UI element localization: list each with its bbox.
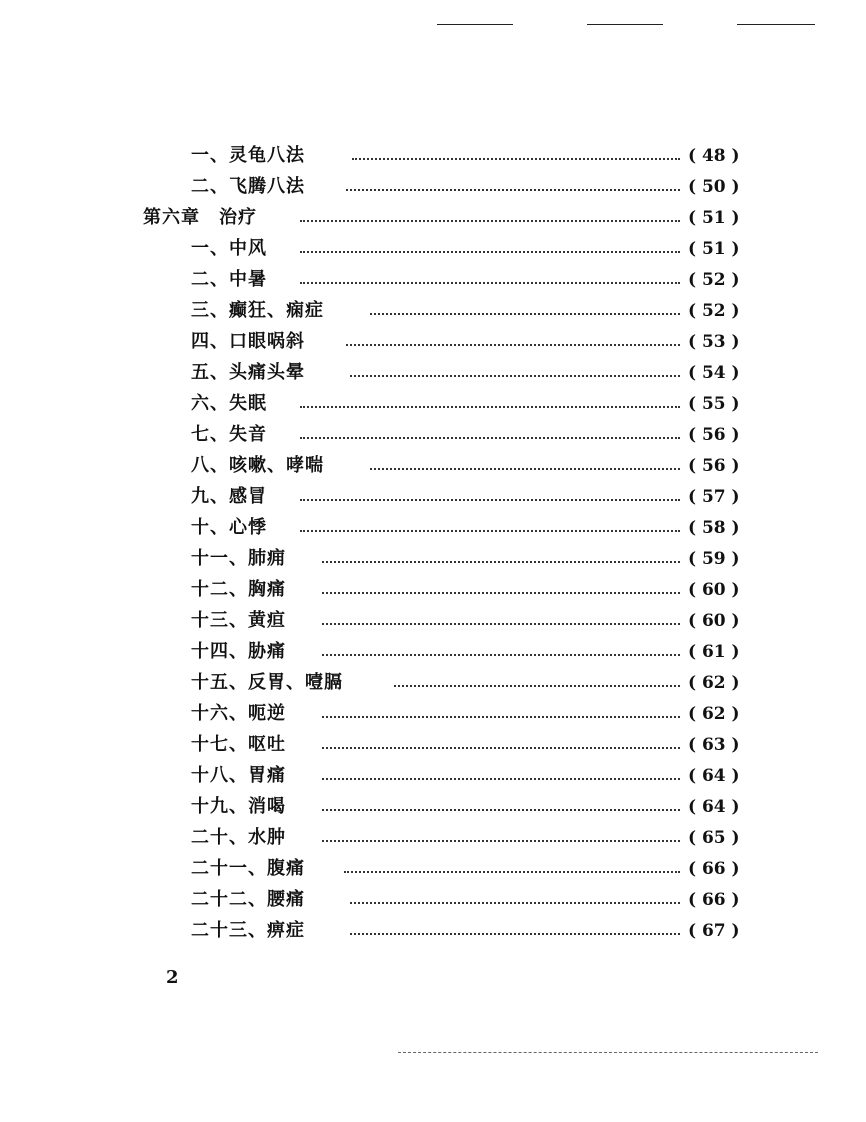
toc-entry-fu-tong — [0, 854, 866, 885]
toc-page-ref: ( 52 ) — [688, 270, 740, 290]
toc-entry-title: 二、飞腾八法 — [191, 176, 305, 197]
toc-dot-leader — [322, 747, 680, 749]
toc-entry-shi-mian — [0, 389, 866, 420]
toc-page-ref: ( 51 ) — [688, 239, 740, 259]
toc-dot-leader — [300, 251, 680, 253]
toc-entry-ou-tu — [0, 730, 866, 761]
toc-entry-title: 二十一、腹痛 — [191, 858, 305, 879]
toc-entry-title: 一、中风 — [191, 238, 267, 259]
toc-page-ref: ( 65 ) — [688, 828, 740, 848]
header-rule-left — [437, 24, 513, 25]
toc-entry-title: 十五、反胃、噎膈 — [191, 672, 343, 693]
page-number: 2 — [166, 967, 179, 988]
toc-entry-xie-tong — [0, 637, 866, 668]
toc-dot-leader — [322, 778, 680, 780]
toc-dot-leader — [370, 468, 680, 470]
toc-chapter-heading — [0, 203, 866, 234]
toc-page-ref: ( 58 ) — [688, 518, 740, 538]
toc-entry-title: 十八、胃痛 — [191, 765, 286, 786]
toc-page-ref: ( 64 ) — [688, 766, 740, 786]
toc-entry-title: 十二、胸痛 — [191, 579, 286, 600]
toc-dot-leader — [300, 530, 680, 532]
toc-dot-leader — [322, 623, 680, 625]
toc-entry-fei-teng-ba-fa — [0, 172, 866, 203]
toc-entry-title: 十六、呃逆 — [191, 703, 286, 724]
toc-entry-gan-mao — [0, 482, 866, 513]
toc-entry-wei-tong — [0, 761, 866, 792]
toc-entry-title: 二、中暑 — [191, 269, 267, 290]
toc-entry-title: 十七、呕吐 — [191, 734, 286, 755]
toc-dot-leader — [300, 220, 680, 222]
toc-entry-zhong-feng — [0, 234, 866, 265]
toc-entry-title: 十、心悸 — [191, 517, 267, 538]
toc-dot-leader — [322, 654, 680, 656]
toc-dot-leader — [346, 189, 680, 191]
toc-dot-leader — [344, 871, 680, 873]
toc-entry-ling-gui-ba-fa — [0, 141, 866, 172]
toc-dot-leader — [322, 840, 680, 842]
toc-entry-title: 九、感冒 — [191, 486, 267, 507]
toc-dot-leader — [350, 902, 680, 904]
toc-entry-title: 二十二、腰痛 — [191, 889, 305, 910]
toc-dot-leader — [350, 375, 680, 377]
toc-page-ref: ( 60 ) — [688, 611, 740, 631]
toc-entry-kou-yan-wai-xie — [0, 327, 866, 358]
toc-dot-leader — [300, 282, 680, 284]
toc-entry-xiong-tong — [0, 575, 866, 606]
toc-page-ref: ( 52 ) — [688, 301, 740, 321]
toc-entry-shui-zhong — [0, 823, 866, 854]
toc-entry-dian-kuang — [0, 296, 866, 327]
toc-page-ref: ( 60 ) — [688, 580, 740, 600]
toc-dot-leader — [322, 561, 680, 563]
toc-entry-title: 五、头痛头晕 — [191, 362, 305, 383]
toc-entry-title: 六、失眠 — [191, 393, 267, 414]
toc-entry-tou-tong-tou-yun — [0, 358, 866, 389]
toc-dot-leader — [300, 499, 680, 501]
toc-entry-bi-zheng — [0, 916, 866, 947]
toc-page-ref: ( 50 ) — [688, 177, 740, 197]
toc-entry-e-ni — [0, 699, 866, 730]
toc-entry-title: 十一、肺痈 — [191, 548, 286, 569]
toc-entry-huang-dan — [0, 606, 866, 637]
toc-page-ref: ( 66 ) — [688, 859, 740, 879]
toc-entry-title: 三、癫狂、痫症 — [191, 300, 324, 321]
toc-entry-title: 第六章 治疗 — [143, 207, 257, 228]
toc-page-ref: ( 63 ) — [688, 735, 740, 755]
toc-page-ref: ( 66 ) — [688, 890, 740, 910]
toc-page-ref: ( 62 ) — [688, 704, 740, 724]
toc-page-ref: ( 67 ) — [688, 921, 740, 941]
toc-dot-leader — [300, 437, 680, 439]
toc-page-ref: ( 53 ) — [688, 332, 740, 352]
toc-dot-leader — [370, 313, 680, 315]
header-rule-right — [737, 24, 815, 25]
toc-page-ref: ( 51 ) — [688, 208, 740, 228]
toc-dot-leader — [346, 344, 680, 346]
toc-page-ref: ( 55 ) — [688, 394, 740, 414]
toc-page-ref: ( 54 ) — [688, 363, 740, 383]
toc-entry-xiao-he — [0, 792, 866, 823]
toc-dot-leader — [350, 933, 680, 935]
toc-entry-title: 七、失音 — [191, 424, 267, 445]
toc-entry-ke-sou-xiao-chuan — [0, 451, 866, 482]
toc-entry-title: 十四、胁痛 — [191, 641, 286, 662]
toc-page-ref: ( 56 ) — [688, 456, 740, 476]
toc-page-ref: ( 48 ) — [688, 146, 740, 166]
toc-entry-title: 八、咳嗽、哮喘 — [191, 455, 324, 476]
toc-page-ref: ( 59 ) — [688, 549, 740, 569]
toc-entry-fan-wei-ye-ge — [0, 668, 866, 699]
toc-entry-title: 四、口眼㖞斜 — [191, 331, 305, 352]
footer-scan-rule — [398, 1052, 818, 1053]
toc-dot-leader — [352, 158, 680, 160]
toc-entry-fei-yong — [0, 544, 866, 575]
toc-entry-title: 二十、水肿 — [191, 827, 286, 848]
toc-dot-leader — [394, 685, 680, 687]
toc-entry-title: 十三、黄疸 — [191, 610, 286, 631]
toc-dot-leader — [300, 406, 680, 408]
toc-page-ref: ( 61 ) — [688, 642, 740, 662]
toc-dot-leader — [322, 592, 680, 594]
toc-dot-leader — [322, 716, 680, 718]
toc-page-ref: ( 62 ) — [688, 673, 740, 693]
toc-entry-yao-tong — [0, 885, 866, 916]
toc-page-ref: ( 57 ) — [688, 487, 740, 507]
header-rule-middle — [587, 24, 663, 25]
toc-entry-xin-ji — [0, 513, 866, 544]
toc-entry-shi-yin — [0, 420, 866, 451]
toc-page-ref: ( 56 ) — [688, 425, 740, 445]
toc-entry-title: 一、灵龟八法 — [191, 145, 305, 166]
toc-entry-zhong-shu — [0, 265, 866, 296]
toc-entry-title: 二十三、痹症 — [191, 920, 305, 941]
toc-entry-title: 十九、消喝 — [191, 796, 286, 817]
toc-page-ref: ( 64 ) — [688, 797, 740, 817]
toc-dot-leader — [322, 809, 680, 811]
